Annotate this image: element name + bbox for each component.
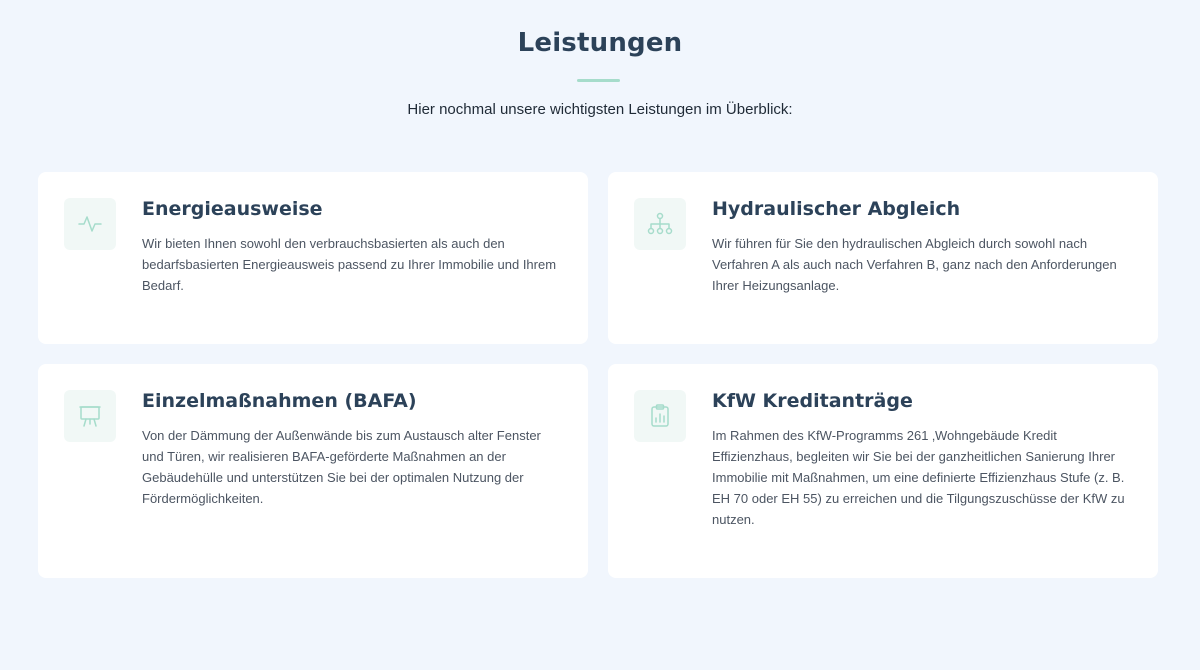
- service-title: KfW Kreditanträge: [712, 390, 913, 412]
- pulse-icon: [64, 198, 116, 250]
- service-description: Wir führen für Sie den hydraulischen Abgleich durch sowohl nach Verfahren A als auch nach Verfahren B, ganz nach den Anforderungen Ihrer Heizungsanlage.: [712, 236, 1117, 293]
- service-card-kfw-kreditantraege: [608, 364, 1158, 578]
- service-description: Wir bieten Ihnen sowohl den verbrauchsbasierten als auch den bedarfsbasierten Energieausweis passend zu Ihrer Immobilie und Ihrem Bedarf.: [142, 236, 557, 293]
- service-title: Einzelmaßnahmen (BAFA): [142, 390, 417, 412]
- service-card-einzelmassnahmen: [38, 364, 588, 578]
- title-divider: [577, 79, 620, 82]
- network-icon: [634, 198, 686, 250]
- service-description: Im Rahmen des KfW-Programms 261 ‚Wohngebäude Kredit Effizienzhaus, begleiten wir Sie bei der ganzheitlichen Sanierung Ihrer Immobilie mit Maßnahmen, um eine definierte Effizienzhaus Stufe (z. B. EH 70 oder EH 55) zu erreichen und die Tilgungszuschüsse der KfW zu nutzen.: [712, 428, 1125, 527]
- service-card-hydraulischer-abgleich: [608, 172, 1158, 344]
- service-title: Energieausweise: [142, 198, 323, 220]
- service-description: Von der Dämmung der Außenwände bis zum Austausch alter Fenster und Türen, wir realisieren BAFA-geförderte Maßnahmen an der Gebäudehülle und unterstützen Sie bei der optimalen Nutzung der Fördermöglichkeiten.: [142, 428, 541, 506]
- service-title: Hydraulischer Abgleich: [712, 198, 961, 220]
- section-title: Leistungen: [517, 28, 683, 58]
- section-subtitle: Hier nochmal unsere wichtigsten Leistungen im Überblick:: [407, 101, 793, 118]
- clipboard-chart-icon: [634, 390, 686, 442]
- presentation-board-icon: [64, 390, 116, 442]
- service-card-energieausweise: [38, 172, 588, 344]
